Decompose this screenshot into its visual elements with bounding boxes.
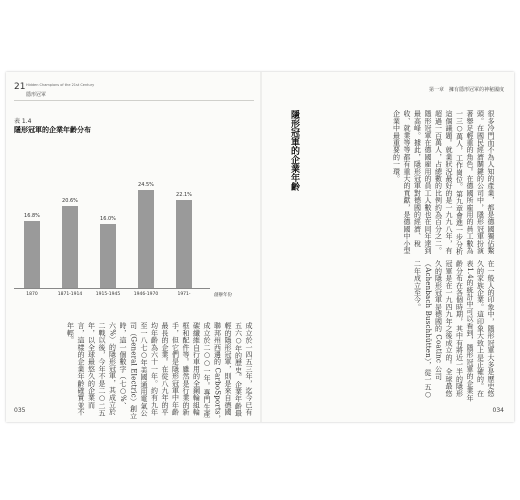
x-axis-line [14, 288, 210, 289]
left-header-book-title: Hidden Champions of the 21st Century [26, 83, 95, 87]
left-header-chapter: 隱形冠軍 [26, 92, 47, 98]
left-page-body-text: 成立於一四五三年，迄今已有五六○年的歷史。企業年齡最輕的隱形冠軍，則是來自德國聯邦州西邊的 CarboSports，成立於二○○一年。專門生產碳纖維自行車用的全鋼輪組輪框和配件等。雖然是行業的新手，但它們是隱形冠軍中年齡最長的企業。在從八九年的平均年齡為六十一年。約有九年至一八七○年美國通用電氣公司（General Electric）創立時，這一個數字（七○%、六%）的隱形冠軍，其成立於二戰以後，今年不是二○二五年，以全球最悠久的企業而言，這樣的企業年齡確實並不年輕。 [66, 322, 253, 422]
x-tick-label: 1946-1970 [133, 292, 159, 297]
bar-value-label: 16.8% [24, 212, 40, 219]
bar-2 [62, 206, 78, 288]
figure-title: 隱形冠軍的企業年齡分布 [14, 126, 91, 134]
right-page-number: 034 [492, 407, 504, 414]
book-spread [6, 72, 514, 422]
bar-1 [24, 221, 40, 288]
x-axis-title: 創辦年份 [214, 293, 232, 298]
right-page-body-bottom: 在一般人的印象中，隱形冠軍大多是歷史悠久的家族企業。這印象大致上是正確的。在表1.4的統計中可以看到，隱形冠軍的企業年齡分布在各個時期，其中有將近一半的隱形冠軍是在一九四九年之後成立的。全球最悠久的隱形冠軍是德國的 Coatinc 公司（Achenbach Buschhütten），從一五○二年成立至今。 [413, 260, 495, 402]
x-tick-label: 1870 [26, 292, 38, 297]
bar-value-label: 24.5% [138, 182, 154, 188]
age-distribution-chart [14, 140, 244, 308]
x-tick-label: 1971- [177, 292, 191, 297]
bar-4 [138, 190, 154, 288]
bar-3 [100, 224, 116, 288]
bar-value-label: 20.6% [62, 197, 78, 204]
right-running-header: 第一章 擁有隱形冠軍的神秘國度 [428, 87, 504, 93]
x-tick-label: 1871-1914 [57, 292, 83, 297]
x-tick-label: 1915-1945 [95, 292, 121, 297]
left-page-number: 035 [14, 407, 26, 414]
book-gutter [260, 72, 262, 422]
left-header-page-number: 21 [14, 82, 26, 92]
bar-5 [176, 200, 192, 288]
bar-value-label: 16.0% [100, 216, 116, 222]
figure-number: 表 1.4 [14, 118, 32, 125]
bar-value-label: 22.1% [176, 191, 192, 198]
left-header-rule [14, 100, 254, 101]
right-page-body-top: 很多冷門而不為人知的產業，都是德國獨佔鰲頭。在國民經濟關鍵的公司中，隱形冠軍扮演著舉足輕重的角色。在德國所雇用的員工數為一三○萬人，工作崗位。第九章會進一步分析這個議題。就業狀況最好的是一九九八年，有超過一百萬人，占總數的比例約為百分之二。隱形冠軍在德國雇用的員工人數也在同年達到最高峰。據此，隱形冠軍對德國的經濟、稅收、就業等等都有重大的貢獻，是德國中小型企業中最重要的一環。 [392, 110, 495, 255]
section-heading: 隱形冠軍的企業年齡 [289, 110, 299, 191]
